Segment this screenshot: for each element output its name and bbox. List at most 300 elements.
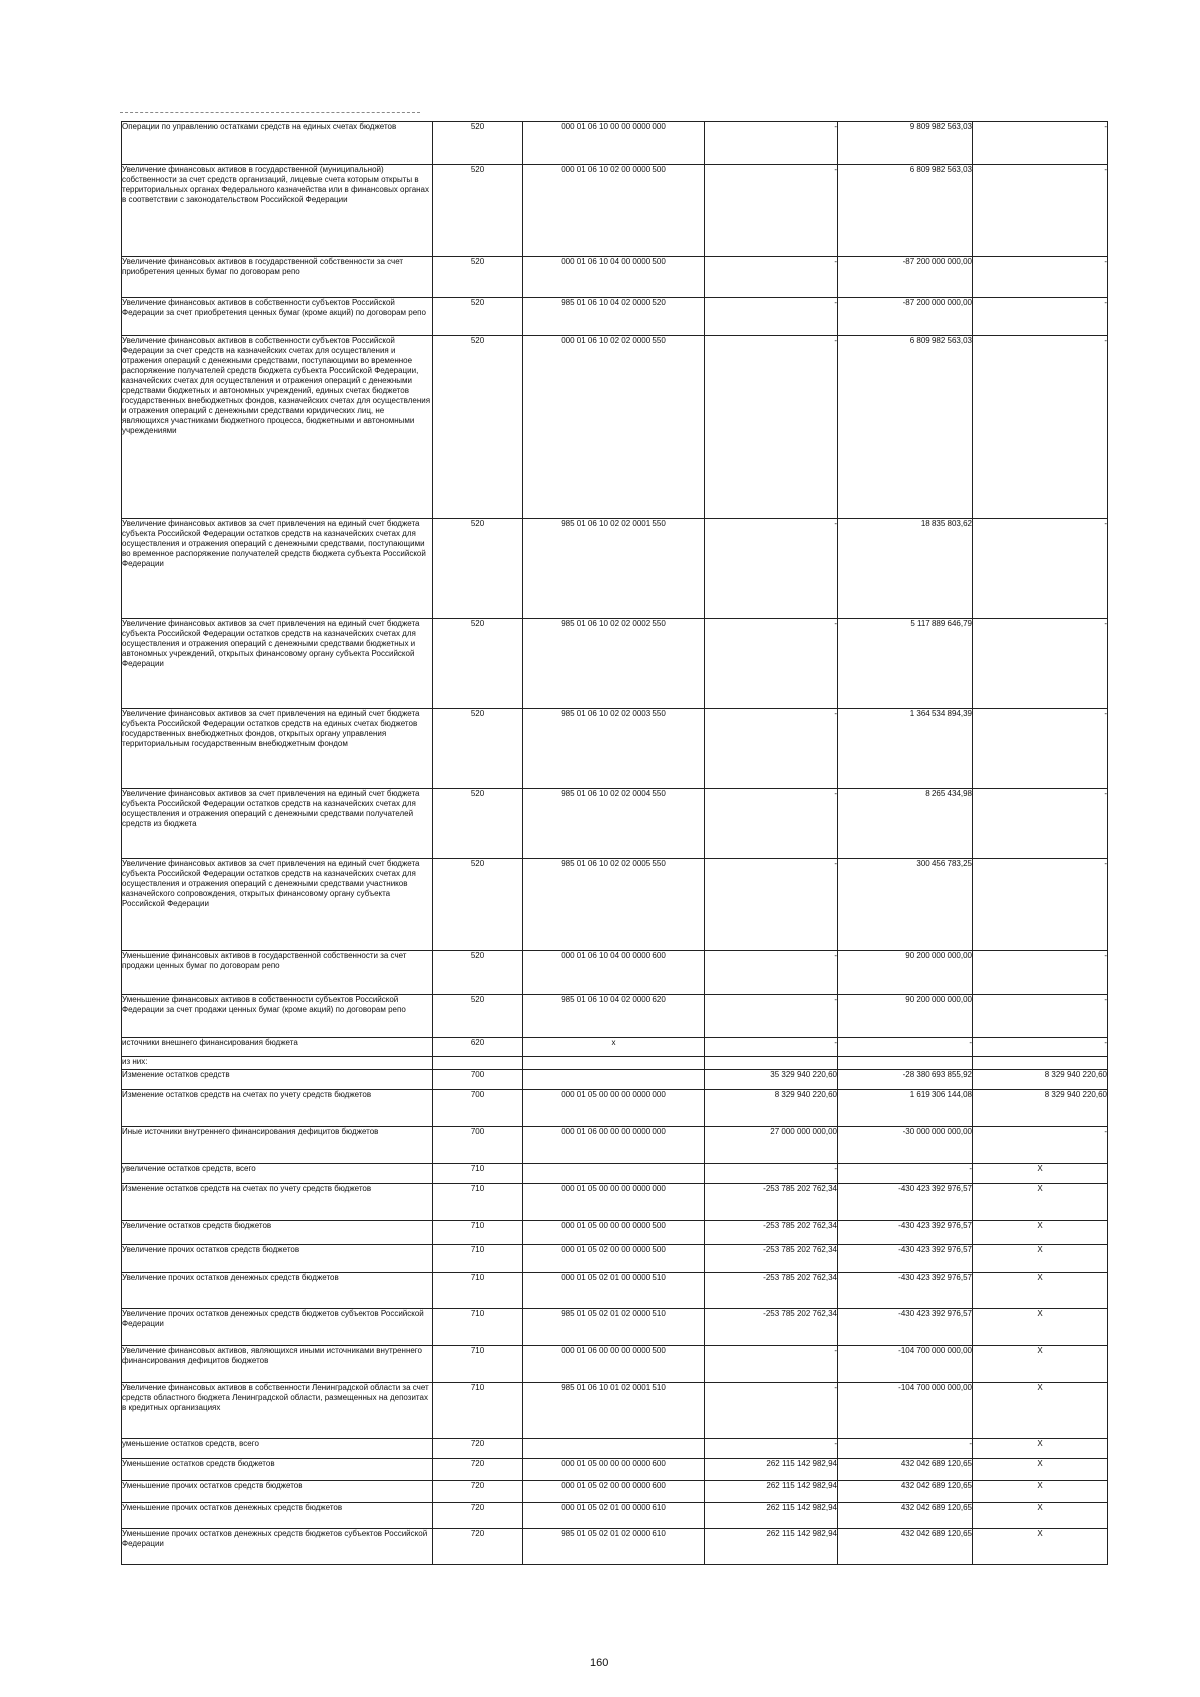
row-name-text: Увеличение прочих остатков денежных средств бюджетов: [122, 1273, 339, 1282]
row-line-code: [433, 1383, 523, 1439]
row-value-unexecuted: [973, 519, 1108, 619]
row-value-executed: [838, 1127, 973, 1164]
row-value-executed: [838, 1481, 973, 1503]
row-value-executed: [838, 1038, 973, 1057]
row-value-executed-text: -430 423 392 976,57: [898, 1245, 972, 1254]
row-value-unexecuted-text: -: [1104, 789, 1107, 798]
row-value-approved-text: -: [834, 298, 837, 307]
row-budget-code: [523, 1309, 705, 1346]
row-value-executed-text: -87 200 000 000,00: [902, 257, 972, 266]
row-value-approved-text: -: [834, 995, 837, 1004]
row-value-unexecuted: [973, 1529, 1108, 1565]
row-value-unexecuted: [973, 1459, 1108, 1481]
row-value-executed: [838, 1164, 973, 1184]
row-value-approved-text: -: [834, 619, 837, 628]
row-value-approved: [705, 1184, 838, 1221]
row-value-unexecuted-text: -: [1104, 298, 1107, 307]
row-budget-code: [523, 1090, 705, 1127]
row-budget-code: [523, 1164, 705, 1184]
row-name: [122, 995, 433, 1038]
row-budget-code-text: 000 01 05 00 00 00 0000 000: [561, 1090, 666, 1099]
row-name-text: Увеличение финансовых активов за счет привлечения на единый счет бюджета субъекта Российской Федерации остатков средств на казначейских счетах для осуществления и отражения операций с денежными средствами получателей средств из бюджета: [122, 789, 420, 828]
row-line-code-text: 710: [470, 1221, 485, 1230]
row-value-unexecuted: [973, 1383, 1108, 1439]
row-value-approved-text: -253 785 202 762,34: [763, 1184, 837, 1193]
row-line-code: [433, 1090, 523, 1127]
row-value-unexecuted: [973, 951, 1108, 995]
row-budget-code: [523, 1038, 705, 1057]
row-value-unexecuted-text: X: [1037, 1383, 1043, 1392]
row-line-code: [433, 619, 523, 709]
row-name: [122, 1090, 433, 1127]
row-name: [122, 1481, 433, 1503]
row-name-text: Уменьшение прочих остатков средств бюджетов: [122, 1481, 303, 1490]
row-line-code-text: 710: [470, 1309, 485, 1318]
row-line-code-text: 700: [470, 1127, 485, 1136]
row-value-unexecuted: [973, 995, 1108, 1038]
row-value-approved: [705, 1273, 838, 1309]
table-row: [122, 1164, 1108, 1184]
row-line-code-text: 700: [470, 1070, 485, 1079]
row-value-executed: [838, 1459, 973, 1481]
row-line-code: [433, 336, 523, 519]
row-value-unexecuted-text: X: [1037, 1481, 1043, 1490]
row-value-unexecuted: [973, 709, 1108, 789]
row-value-unexecuted: [973, 1164, 1108, 1184]
table-row: [122, 951, 1108, 995]
row-value-executed-text: 8 265 434,98: [925, 789, 972, 798]
row-value-approved: [705, 1221, 838, 1245]
row-value-unexecuted-text: X: [1037, 1309, 1043, 1318]
row-value-unexecuted: [973, 336, 1108, 519]
row-value-unexecuted: [973, 859, 1108, 951]
row-value-approved-text: -: [834, 1038, 837, 1047]
row-value-unexecuted: [973, 257, 1108, 298]
row-value-executed: [838, 1057, 973, 1070]
row-name: [122, 1070, 433, 1090]
row-name: [122, 1057, 433, 1070]
row-value-executed-text: -430 423 392 976,57: [898, 1184, 972, 1193]
row-value-approved-text: -: [834, 1439, 837, 1448]
row-value-unexecuted-text: X: [1037, 1459, 1043, 1468]
row-value-approved-text: -: [834, 1346, 837, 1355]
row-name: [122, 165, 433, 257]
row-value-unexecuted: [973, 1057, 1108, 1070]
row-line-code-text: 620: [470, 1038, 485, 1047]
table-row: [122, 789, 1108, 859]
row-line-code-text: 710: [470, 1184, 485, 1193]
row-value-unexecuted-text: X: [1037, 1245, 1043, 1254]
row-name-text: Уменьшение прочих остатков денежных средств бюджетов субъектов Российской Федерации: [122, 1529, 428, 1548]
row-name-text: Иные источники внутреннего финансирования дефицитов бюджетов: [122, 1127, 379, 1136]
row-value-executed: [838, 1383, 973, 1439]
row-budget-code: [523, 951, 705, 995]
row-budget-code-text: 000 01 05 02 00 00 0000 500: [561, 1245, 666, 1254]
row-value-unexecuted: [973, 1184, 1108, 1221]
row-budget-code: [523, 122, 705, 165]
row-value-approved: [705, 1090, 838, 1127]
row-value-executed-text: -430 423 392 976,57: [898, 1221, 972, 1230]
row-value-approved: [705, 519, 838, 619]
row-budget-code-text: 000 01 05 00 00 00 0000 000: [561, 1184, 666, 1193]
row-line-code: [433, 1070, 523, 1090]
table-row: [122, 709, 1108, 789]
row-budget-code: [523, 1439, 705, 1459]
row-name-text: Уменьшение прочих остатков денежных средств бюджетов: [122, 1503, 343, 1512]
row-value-executed: [838, 995, 973, 1038]
table-row: [122, 1439, 1108, 1459]
table-row: [122, 298, 1108, 336]
row-value-unexecuted-text: 8 329 940 220,60: [1044, 1090, 1107, 1099]
row-line-code: [433, 1245, 523, 1273]
row-value-approved: [705, 257, 838, 298]
row-value-unexecuted: [973, 165, 1108, 257]
row-budget-code: [523, 1459, 705, 1481]
row-value-executed-text: 90 200 000 000,00: [905, 995, 972, 1004]
row-value-executed-text: 6 809 982 563,03: [909, 165, 972, 174]
row-value-executed: [838, 257, 973, 298]
row-budget-code: [523, 859, 705, 951]
table-row: [122, 1070, 1108, 1090]
row-value-approved: [705, 619, 838, 709]
row-value-unexecuted: [973, 1127, 1108, 1164]
row-value-executed: [838, 1346, 973, 1383]
row-budget-code: [523, 519, 705, 619]
row-value-unexecuted-text: -: [1104, 257, 1107, 266]
row-line-code: [433, 1439, 523, 1459]
table-row: [122, 336, 1108, 519]
row-value-approved: [705, 1245, 838, 1273]
row-line-code-text: 720: [470, 1439, 485, 1448]
row-line-code-text: 700: [470, 1090, 485, 1099]
table-row: [122, 1090, 1108, 1127]
row-budget-code-text: 985 01 06 10 04 02 0000 620: [561, 995, 666, 1004]
row-budget-code-text: x: [611, 1038, 616, 1047]
row-value-unexecuted: [973, 1439, 1108, 1459]
row-value-approved: [705, 336, 838, 519]
row-budget-code-text: 000 01 06 10 04 00 0000 600: [561, 951, 666, 960]
table-row: [122, 1346, 1108, 1383]
row-value-executed-text: 90 200 000 000,00: [905, 951, 972, 960]
row-budget-code: [523, 1273, 705, 1309]
row-value-approved: [705, 165, 838, 257]
table-row: [122, 1184, 1108, 1221]
row-budget-code: [523, 709, 705, 789]
row-line-code-text: 520: [470, 298, 485, 307]
table-row: [122, 1057, 1108, 1070]
row-value-executed: [838, 1439, 973, 1459]
row-name: [122, 859, 433, 951]
table-row: [122, 1127, 1108, 1164]
row-value-approved: [705, 1070, 838, 1090]
row-value-executed-text: -: [969, 1164, 972, 1173]
row-line-code: [433, 1503, 523, 1529]
row-value-unexecuted: [973, 1090, 1108, 1127]
table-row: [122, 1459, 1108, 1481]
row-budget-code-text: 985 01 06 10 02 02 0003 550: [561, 709, 666, 718]
row-name-text: Увеличение остатков средств бюджетов: [122, 1221, 272, 1230]
row-name-text: Уменьшение финансовых активов в собственности субъектов Российской Федерации за счет продажи ценных бумаг (кроме акций) по договорам репо: [122, 995, 406, 1014]
row-name: [122, 1127, 433, 1164]
row-value-executed: [838, 519, 973, 619]
row-line-code-text: 710: [470, 1383, 485, 1392]
row-value-unexecuted: [973, 1221, 1108, 1245]
row-name-text: Увеличение финансовых активов в собственности субъектов Российской Федерации за счет средств на казначейских счетах для осуществления и отражения операций с денежными средствами, поступающими во временное распоряжение получателей средств бюджета субъекта Российской Федерации, казначейских счетах для осуществления и отражения операций с денежными средствами бюджетных и автономных учреждений, единых счетах бюджетов государственных внебюджетных фондов, казначейских счетах для осуществления и отражения операций с денежными средствами юридических лиц, не являющихся участниками бюджетного процесса, бюджетными и автономными учреждениями: [122, 336, 431, 435]
row-value-approved-text: 262 115 142 982,94: [766, 1503, 837, 1512]
row-name: [122, 1221, 433, 1245]
table-row: [122, 1503, 1108, 1529]
row-line-code: [433, 1346, 523, 1383]
row-name-text: Увеличение финансовых активов за счет привлечения на единый счет бюджета субъекта Российской Федерации остатков средств на казначейских счетах для осуществления и отражения операций с денежными средствами участников казначейского сопровождения, открытых финансовому органу субъекта Российской Федерации: [122, 859, 420, 908]
table-row: [122, 1383, 1108, 1439]
row-value-executed-text: 432 042 689 120,65: [900, 1459, 972, 1468]
row-value-executed: [838, 951, 973, 995]
row-budget-code: [523, 257, 705, 298]
row-value-unexecuted-text: -: [1104, 619, 1107, 628]
table-row: [122, 619, 1108, 709]
row-budget-code: [523, 1245, 705, 1273]
row-value-approved-text: -: [834, 951, 837, 960]
row-value-approved-text: -: [834, 122, 837, 131]
row-name: [122, 1038, 433, 1057]
row-name-text: Изменение остатков средств на счетах по учету средств бюджетов: [122, 1184, 372, 1193]
row-budget-code: [523, 336, 705, 519]
table-row: [122, 1309, 1108, 1346]
row-value-unexecuted-text: -: [1104, 1127, 1107, 1136]
row-value-executed-text: 9 809 982 563,03: [909, 122, 972, 131]
row-value-executed-text: 300 456 783,25: [916, 859, 972, 868]
row-value-unexecuted-text: 8 329 940 220,60: [1044, 1070, 1107, 1079]
row-line-code: [433, 1481, 523, 1503]
row-budget-code-text: 985 01 05 02 01 02 0000 610: [561, 1529, 666, 1538]
row-value-approved-text: -: [834, 519, 837, 528]
row-value-approved: [705, 859, 838, 951]
row-value-unexecuted-text: -: [1104, 519, 1107, 528]
row-budget-code-text: 000 01 06 10 04 00 0000 500: [561, 257, 666, 266]
row-value-unexecuted-text: X: [1037, 1184, 1043, 1193]
row-name-text: из них:: [122, 1057, 148, 1066]
row-budget-code-text: 000 01 06 10 00 00 0000 000: [561, 122, 666, 131]
row-name: [122, 1346, 433, 1383]
row-line-code: [433, 1221, 523, 1245]
row-value-executed-text: 1 619 306 144,08: [909, 1090, 972, 1099]
row-budget-code-text: 985 01 05 02 01 02 0000 510: [561, 1309, 666, 1318]
row-name-text: Увеличение прочих остатков средств бюджетов: [122, 1245, 300, 1254]
row-value-approved-text: -: [834, 336, 837, 345]
row-name: [122, 1503, 433, 1529]
row-value-executed: [838, 165, 973, 257]
row-line-code-text: 520: [470, 519, 485, 528]
row-name-text: Увеличение финансовых активов в государственной собственности за счет приобретения ценных бумаг по договорам репо: [122, 257, 404, 276]
row-name: [122, 1439, 433, 1459]
table-row: [122, 1038, 1108, 1057]
row-name: [122, 1164, 433, 1184]
row-value-unexecuted-text: X: [1037, 1346, 1043, 1355]
row-budget-code-text: 985 01 06 10 02 02 0005 550: [561, 859, 666, 868]
row-value-approved-text: 262 115 142 982,94: [766, 1529, 837, 1538]
row-value-executed: [838, 336, 973, 519]
row-value-executed: [838, 1503, 973, 1529]
row-value-approved: [705, 298, 838, 336]
row-line-code-text: 710: [470, 1245, 485, 1254]
row-value-approved: [705, 1481, 838, 1503]
row-value-unexecuted-text: -: [1104, 1038, 1107, 1047]
row-budget-code-text: 000 01 05 02 01 00 0000 610: [561, 1503, 666, 1512]
row-value-unexecuted: [973, 122, 1108, 165]
row-value-executed-text: -104 700 000 000,00: [898, 1346, 972, 1355]
table-row: [122, 1221, 1108, 1245]
row-budget-code: [523, 1481, 705, 1503]
row-line-code-text: 520: [470, 122, 485, 131]
row-value-executed-text: 432 042 689 120,65: [900, 1481, 972, 1490]
row-value-unexecuted: [973, 1503, 1108, 1529]
row-line-code-text: 710: [470, 1346, 485, 1355]
row-budget-code: [523, 1383, 705, 1439]
table-row: [122, 1529, 1108, 1565]
table-row: [122, 122, 1108, 165]
row-budget-code-text: 000 01 05 02 00 00 0000 600: [561, 1481, 666, 1490]
row-value-executed-text: -87 200 000 000,00: [902, 298, 972, 307]
row-name-text: Операции по управлению остатками средств на единых счетах бюджетов: [122, 122, 397, 131]
row-value-executed-text: -: [969, 1038, 972, 1047]
row-name-text: Увеличение финансовых активов за счет привлечения на единый счет бюджета субъекта Российской Федерации остатков средств на казначейских счетах для осуществления и отражения операций с денежными средствами, поступающими во временное распоряжение получателей средств бюджета субъекта Российской Федерации: [122, 519, 426, 568]
row-value-approved-text: -: [834, 165, 837, 174]
row-name: [122, 257, 433, 298]
row-value-approved-text: 27 000 000 000,00: [770, 1127, 837, 1136]
row-budget-code: [523, 1221, 705, 1245]
row-value-unexecuted-text: -: [1104, 951, 1107, 960]
row-value-unexecuted-text: X: [1037, 1529, 1043, 1538]
row-value-executed-text: -430 423 392 976,57: [898, 1273, 972, 1282]
row-line-code: [433, 1459, 523, 1481]
table-row: [122, 995, 1108, 1038]
row-value-executed: [838, 1273, 973, 1309]
row-budget-code: [523, 619, 705, 709]
row-line-code-text: 720: [470, 1459, 485, 1468]
row-budget-code: [523, 1184, 705, 1221]
row-value-approved-text: -253 785 202 762,34: [763, 1221, 837, 1230]
row-budget-code-text: 985 01 06 10 04 02 0000 520: [561, 298, 666, 307]
row-name-text: Уменьшение финансовых активов в государственной собственности за счет продажи ценных бумаг по договорам репо: [122, 951, 407, 970]
row-name: [122, 1383, 433, 1439]
row-value-approved: [705, 1309, 838, 1346]
row-value-executed: [838, 1221, 973, 1245]
row-budget-code-text: 000 01 06 10 02 00 0000 500: [561, 165, 666, 174]
row-budget-code-text: 000 01 06 10 02 02 0000 550: [561, 336, 666, 345]
row-name: [122, 1184, 433, 1221]
row-name-text: источники внешнего финансирования бюджета: [122, 1038, 298, 1047]
row-value-unexecuted: [973, 1346, 1108, 1383]
row-value-executed: [838, 122, 973, 165]
row-value-approved-text: 262 115 142 982,94: [766, 1459, 837, 1468]
row-value-unexecuted-text: -: [1104, 709, 1107, 718]
row-value-executed-text: -430 423 392 976,57: [898, 1309, 972, 1318]
row-value-approved-text: -253 785 202 762,34: [763, 1273, 837, 1282]
row-name-text: Увеличение финансовых активов за счет привлечения на единый счет бюджета субъекта Российской Федерации остатков средств на единых счетах бюджетов государственных внебюджетных фондов, открытых органу управления территориальным государственным внебюджетным фондом: [122, 709, 420, 748]
row-value-approved: [705, 1164, 838, 1184]
row-budget-code-text: 000 01 06 00 00 00 0000 000: [561, 1127, 666, 1136]
row-value-approved-text: -: [834, 709, 837, 718]
row-value-approved-text: -: [834, 1383, 837, 1392]
row-value-executed: [838, 859, 973, 951]
row-value-executed: [838, 709, 973, 789]
row-value-unexecuted-text: X: [1037, 1164, 1043, 1173]
row-name: [122, 709, 433, 789]
row-budget-code: [523, 1127, 705, 1164]
row-value-approved-text: -253 785 202 762,34: [763, 1309, 837, 1318]
row-value-executed: [838, 298, 973, 336]
row-value-unexecuted-text: -: [1104, 122, 1107, 131]
row-value-approved-text: -: [834, 789, 837, 798]
row-budget-code-text: 985 01 06 10 02 02 0002 550: [561, 619, 666, 628]
row-value-unexecuted: [973, 298, 1108, 336]
row-name-text: уменьшение остатков средств, всего: [122, 1439, 259, 1448]
row-value-approved-text: -: [834, 859, 837, 868]
row-value-executed: [838, 619, 973, 709]
row-value-executed: [838, 1070, 973, 1090]
row-value-approved: [705, 1439, 838, 1459]
row-name-text: Изменение остатков средств: [122, 1070, 230, 1079]
row-name-text: Увеличение финансовых активов в собственности субъектов Российской Федерации за счет приобретения ценных бумаг (кроме акций) по договорам репо: [122, 298, 426, 317]
row-name-text: Увеличение финансовых активов за счет привлечения на единый счет бюджета субъекта Российской Федерации остатков средств на казначейских счетах для осуществления и отражения операций с денежными средствами бюджетных и автономных учреждений, открытых финансовому органу субъекта Российской Федерации: [122, 619, 420, 668]
row-value-approved: [705, 1503, 838, 1529]
table-row: [122, 519, 1108, 619]
row-value-executed: [838, 1184, 973, 1221]
row-line-code: [433, 1529, 523, 1565]
row-value-approved: [705, 1057, 838, 1070]
row-line-code: [433, 1127, 523, 1164]
row-line-code-text: 710: [470, 1273, 485, 1282]
row-line-code: [433, 1309, 523, 1346]
row-budget-code: [523, 995, 705, 1038]
table-row: [122, 1273, 1108, 1309]
row-value-approved: [705, 951, 838, 995]
row-value-approved: [705, 1383, 838, 1439]
row-value-executed-text: 432 042 689 120,65: [900, 1503, 972, 1512]
row-value-executed-text: 6 809 982 563,03: [909, 336, 972, 345]
row-value-approved: [705, 1459, 838, 1481]
row-line-code-text: 520: [470, 995, 485, 1004]
row-value-unexecuted: [973, 1038, 1108, 1057]
scan-artifact: [120, 112, 420, 119]
row-value-approved: [705, 122, 838, 165]
row-value-approved: [705, 709, 838, 789]
row-value-executed: [838, 1309, 973, 1346]
row-name: [122, 1245, 433, 1273]
budget-sources-table: [121, 121, 1108, 1565]
row-value-unexecuted: [973, 1273, 1108, 1309]
row-budget-code: [523, 1346, 705, 1383]
row-line-code-text: 520: [470, 859, 485, 868]
row-budget-code-text: 000 01 06 00 00 00 0000 500: [561, 1346, 666, 1355]
row-line-code: [433, 789, 523, 859]
row-budget-code-text: 000 01 05 02 01 00 0000 510: [561, 1273, 666, 1282]
row-value-approved-text: -: [834, 257, 837, 266]
row-value-approved-text: 35 329 940 220,60: [770, 1070, 837, 1079]
row-line-code-text: 520: [470, 257, 485, 266]
row-name-text: Увеличение прочих остатков денежных средств бюджетов субъектов Российской Федерации: [122, 1309, 424, 1328]
row-budget-code: [523, 789, 705, 859]
row-budget-code: [523, 165, 705, 257]
row-value-approved: [705, 789, 838, 859]
row-value-unexecuted: [973, 1245, 1108, 1273]
row-name-text: Увеличение финансовых активов в собственности Ленинградской области за счет средств областного бюджета Ленинградской области, размещенных на депозитах в кредитных организациях: [122, 1383, 429, 1412]
row-budget-code: [523, 298, 705, 336]
row-line-code: [433, 1184, 523, 1221]
row-value-unexecuted: [973, 789, 1108, 859]
row-line-code-text: 720: [470, 1529, 485, 1538]
row-line-code-text: 520: [470, 789, 485, 798]
